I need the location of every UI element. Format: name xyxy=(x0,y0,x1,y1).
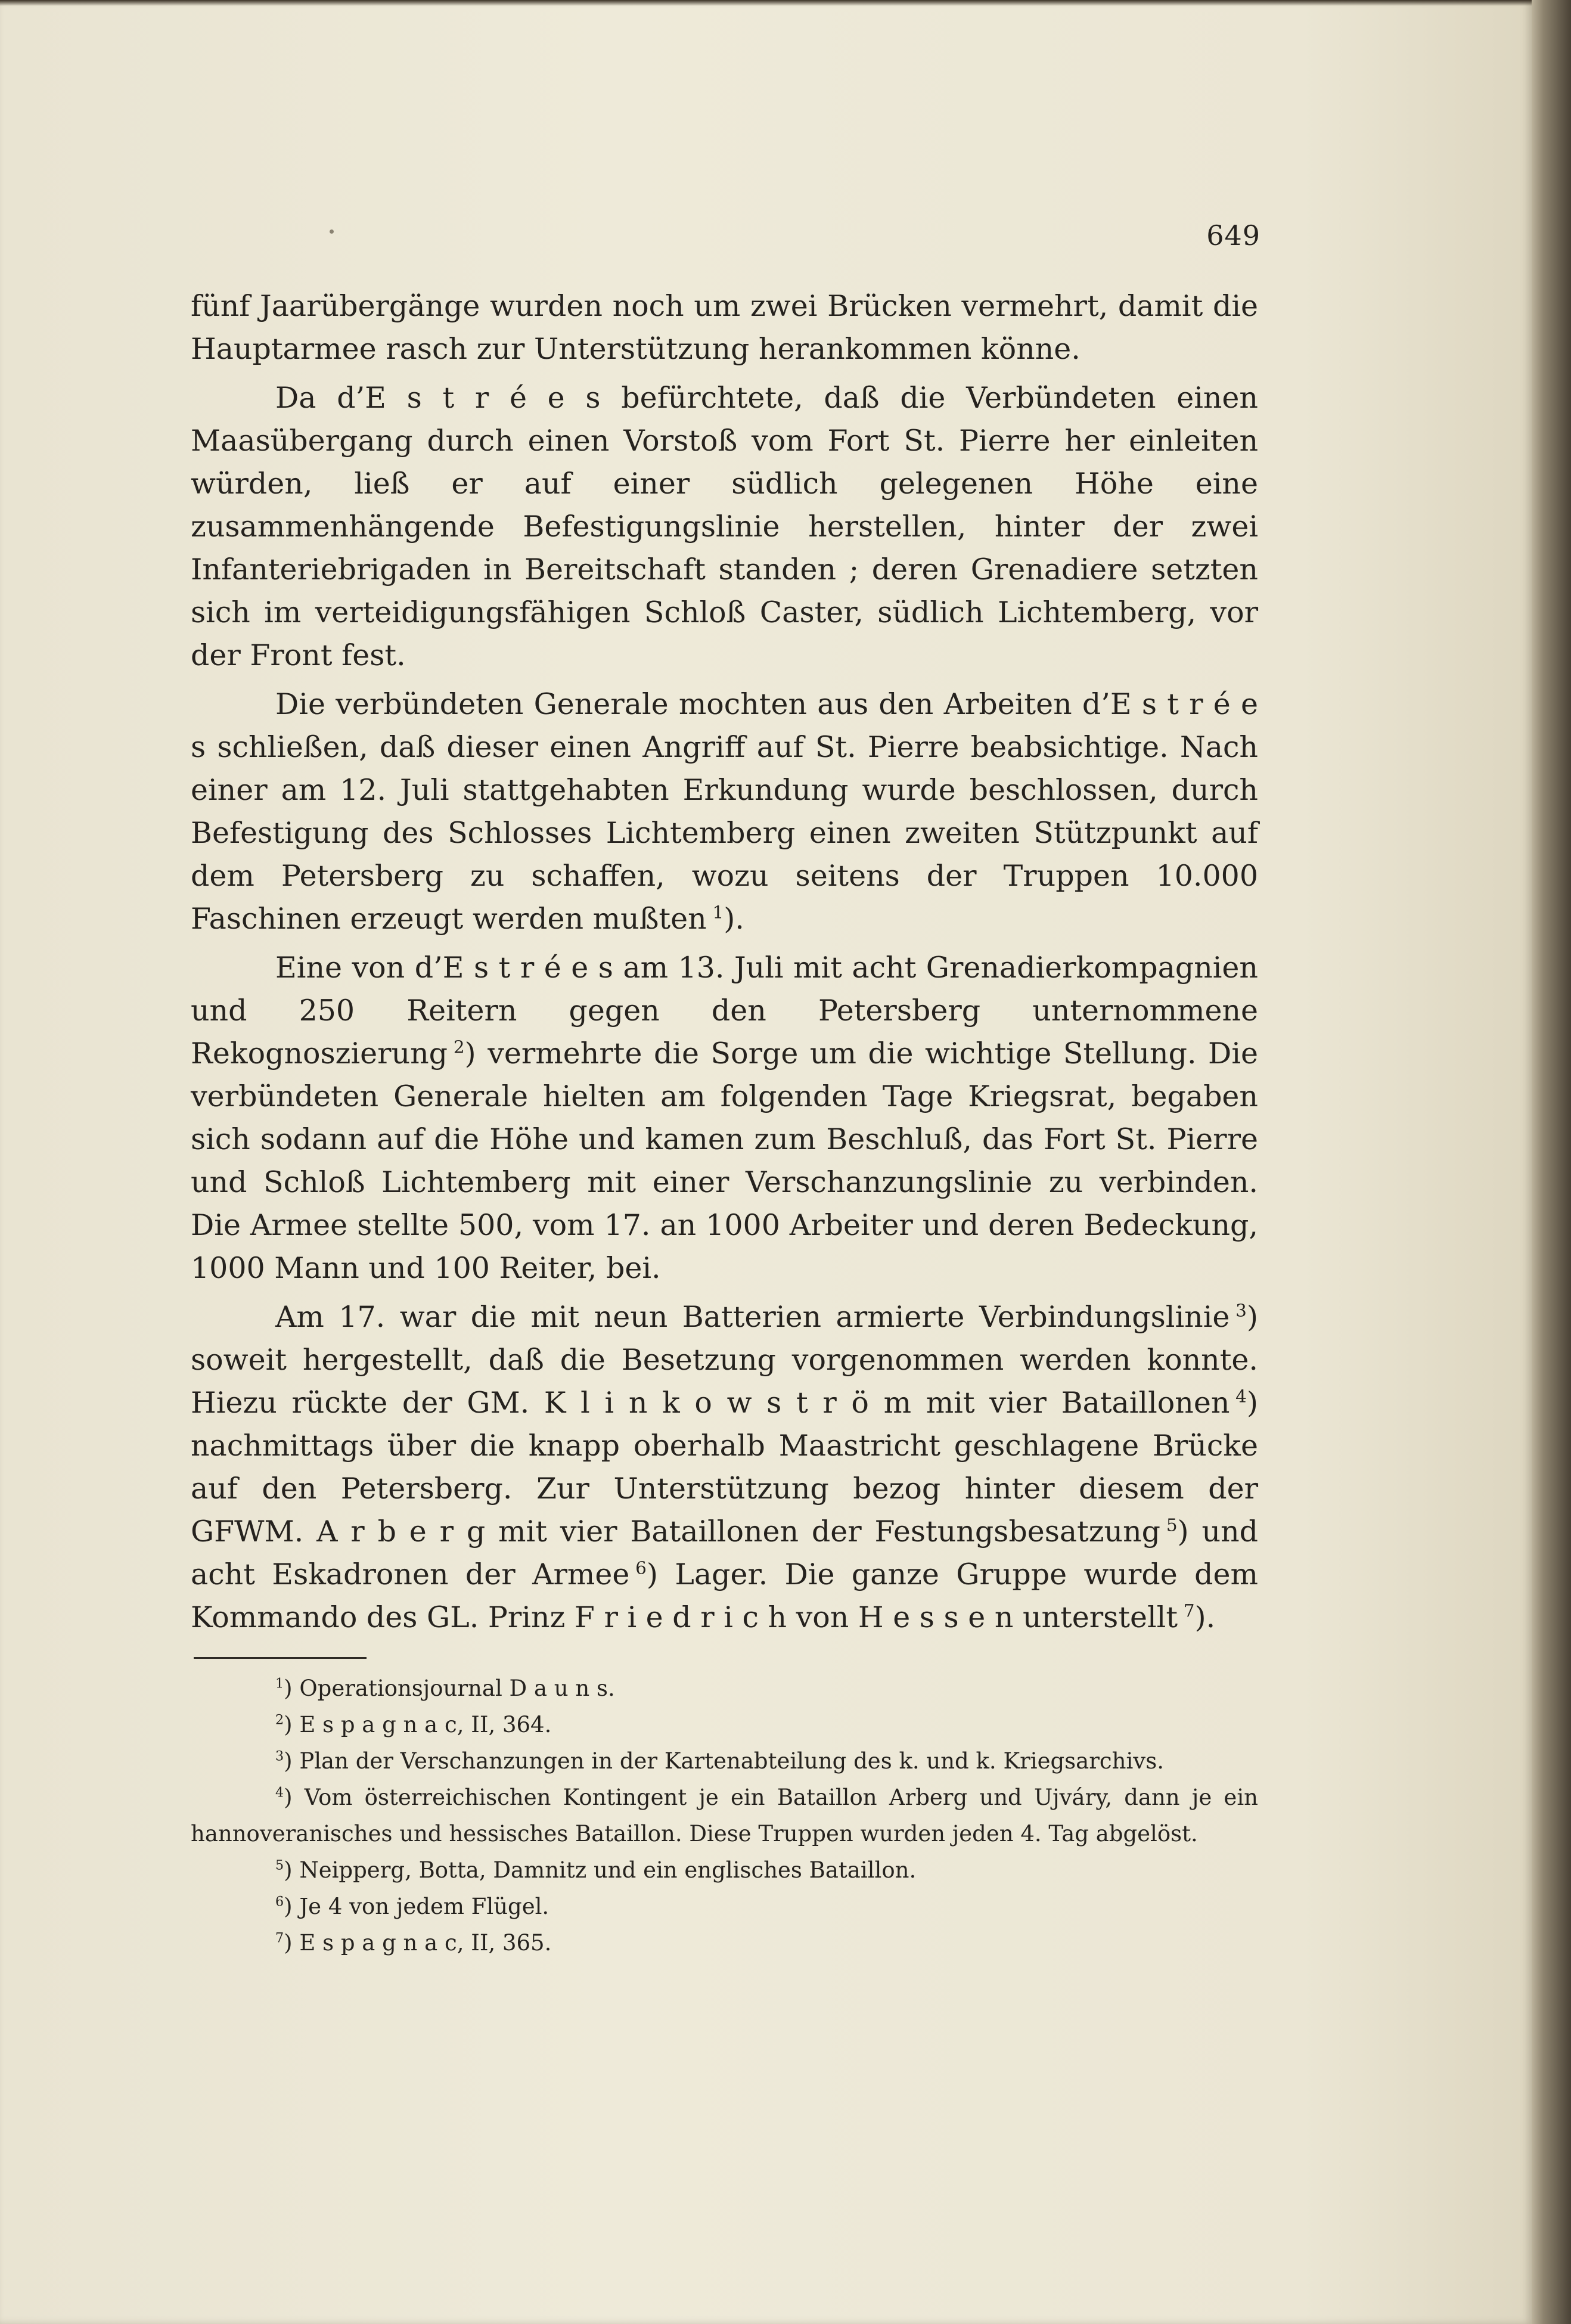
footnote-marker: 3 xyxy=(275,1748,284,1764)
paragraph-text: Lager. Die ganze Gruppe wurde dem Kommando des GL. Prinz F r i e d r i c h von H e s s e n unterstellt xyxy=(191,1557,1258,1634)
paragraph-reconnaissance xyxy=(191,947,1258,1290)
footnote-marker: 1 xyxy=(275,1675,284,1692)
footnote-text: E s p a g n a c, II, 365. xyxy=(299,1930,552,1956)
book-binding-edge xyxy=(1532,0,1571,2324)
paragraph-text: Eine von d’E s t r é e s am 13. Juli mit acht Grenadierkompagnien und 250 Reitern gegen den Petersberg unternommene Rekognoszierung xyxy=(191,951,1258,1071)
footnote xyxy=(191,1670,1258,1706)
print-speck xyxy=(330,229,334,234)
footnote-marker-close: ) xyxy=(284,1894,293,1919)
paragraph-allied-generals xyxy=(191,683,1258,941)
footnote-marker-close: ) xyxy=(284,1675,293,1701)
paragraph-continued xyxy=(191,285,1258,371)
paragraph-text: Am 17. war die mit neun Batterien armierte Verbindungslinie xyxy=(275,1300,1230,1334)
footnote-ref[interactable]: 2 xyxy=(453,1037,465,1057)
footnote xyxy=(191,1743,1258,1779)
footnote-ref-close: ). xyxy=(724,902,744,936)
paragraph-text: und acht Eskadronen der Armee xyxy=(191,1515,1258,1591)
footnote-ref-close: ) xyxy=(1246,1300,1258,1334)
footnote-marker-close: ) xyxy=(284,1712,293,1737)
paragraph-text: vermehrte die Sorge um die wichtige Stellung. Die verbündeten Generale hielten am folgenden Tage Kriegsrat, begaben sich sodann auf die Höhe und kamen zum Beschluß, das Fort St. Pierre und Schloß Lichtemberg mit einer Verschanzungslinie zu verbinden. Die Armee stellte 500, vom 17. an 1000 Arbeiter und deren Bedeckung, 1000 Mann und 100 Reiter, bei. xyxy=(191,1037,1259,1285)
footnote-separator xyxy=(194,1657,367,1659)
footnote xyxy=(191,1852,1258,1888)
footnote-ref-close: ). xyxy=(1194,1600,1216,1634)
footnote-ref-close: ) xyxy=(646,1557,658,1591)
footnote-text: Operationsjournal D a u n s. xyxy=(299,1675,615,1701)
footnote-ref[interactable]: 6 xyxy=(635,1557,647,1578)
footnote-text: Vom österreichischen Kontingent je ein Bataillon Arberg und Ujváry, dann je ein hannoveranisches und hessisches Bataillon. Diese Truppen wurden jeden 4. Tag abgelöst. xyxy=(191,1785,1258,1847)
footnote-marker: 2 xyxy=(275,1712,284,1728)
footnote-marker: 7 xyxy=(275,1930,284,1946)
footnote-ref[interactable]: 3 xyxy=(1235,1300,1247,1321)
paragraph-text: nachmittags über die knapp oberhalb Maastricht geschlagene Brücke auf den Petersberg. Zur Unterstützung bezog hinter diesem der GFWM. A r b e r g mit vier Bataillonen der Festungsbesatzung xyxy=(191,1429,1258,1549)
footnote-marker: 4 xyxy=(275,1785,284,1801)
footnote-text: Plan der Verschanzungen in der Kartenabteilung des k. und k. Kriegsarchivs. xyxy=(299,1748,1164,1774)
paragraph-text: Da d’E s t r é e s befürchtete, daß die Verbündeten einen Maasübergang durch einen Vorstoß vom Fort St. Pierre her einleiten würden, ließ er auf einer südlich gelegenen Höhe eine zusammenhängende Befestigungslinie herstellen, hinter der zwei Infanteriebrigaden in Bereitschaft standen ; deren Grenadiere setzten sich im verteidigungsfähigen Schloß Caster, südlich Lichtemberg, vor der Front fest. xyxy=(191,381,1258,672)
footnote-marker-close: ) xyxy=(284,1857,293,1883)
page-top-edge xyxy=(0,0,1532,6)
footnote xyxy=(191,1779,1258,1852)
footnotes xyxy=(191,1670,1258,1961)
footnote-marker: 5 xyxy=(275,1857,284,1873)
footnote-ref-close: ) xyxy=(1246,1386,1258,1420)
footnote xyxy=(191,1888,1258,1925)
footnote-ref[interactable]: 5 xyxy=(1166,1515,1178,1535)
paragraph-fortification-line xyxy=(191,1296,1258,1639)
footnote-marker-close: ) xyxy=(284,1748,293,1774)
footnote xyxy=(191,1706,1258,1743)
footnote-text: Neipperg, Botta, Damnitz und ein englisches Bataillon. xyxy=(299,1857,917,1883)
footnote-ref-close: ) xyxy=(464,1037,476,1071)
paragraph-text: Die verbündeten Generale mochten aus den Arbeiten d’E s t r é e s schließen, daß dieser einen Angriff auf St. Pierre beabsichtige. Nach einer am 12. Juli stattgehabten Erkundung wurde beschlossen, durch Befestigung des Schlosses Lichtemberg einen zweiten Stützpunkt auf dem Petersberg zu schaffen, wozu seitens der Truppen 10.000 Faschinen erzeugt werden mußten xyxy=(191,687,1258,936)
footnote-text: E s p a g n a c, II, 364. xyxy=(299,1712,552,1737)
footnote-marker: 6 xyxy=(275,1894,284,1910)
footnote-text: Je 4 von jedem Flügel. xyxy=(299,1894,549,1919)
main-text xyxy=(191,285,1258,1639)
footnote-marker-close: ) xyxy=(284,1785,293,1810)
footnote-marker-close: ) xyxy=(284,1930,293,1956)
footnote-ref-close: ) xyxy=(1177,1515,1189,1549)
footnote-ref[interactable]: 7 xyxy=(1183,1600,1195,1621)
paragraph-estrees-fears xyxy=(191,377,1258,677)
footnote-ref[interactable]: 4 xyxy=(1235,1386,1247,1407)
footnote-ref[interactable]: 1 xyxy=(712,902,724,923)
page-number: 649 xyxy=(1206,219,1260,252)
paragraph-text: soweit hergestellt, daß die Besetzung vorgenommen werden konnte. Hiezu rückte der GM. K l i n k o w s t r ö m mit vier Bataillonen xyxy=(191,1343,1258,1420)
footnote xyxy=(191,1925,1258,1961)
paragraph-text: fünf Jaarübergänge wurden noch um zwei Brücken vermehrt, damit die Hauptarmee rasch zur Unterstützung herankommen könne. xyxy=(191,289,1258,366)
